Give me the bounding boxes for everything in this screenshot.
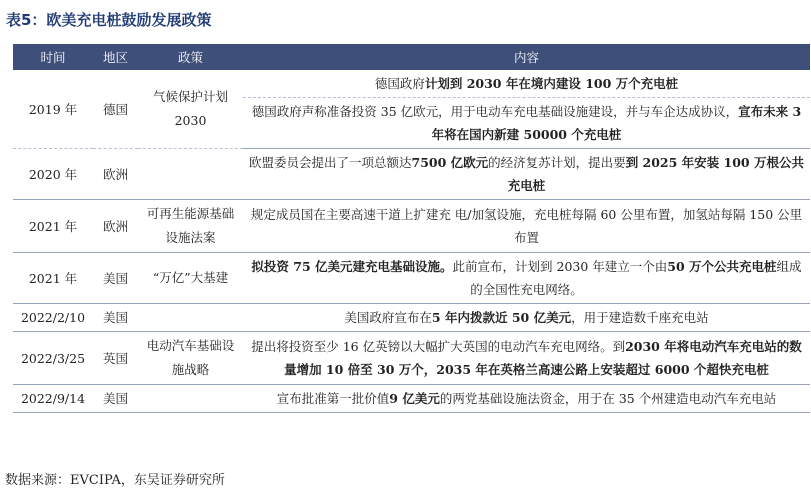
cell-content (243, 385, 810, 413)
cell-policy: 电动汽车基础设施战略 (138, 332, 243, 385)
content-text: 的两党基础设施法资金，用于在 35 个州建造电动汽车充电站 (439, 391, 777, 406)
content-bold-text: 50 万个公共充电桩 (667, 259, 777, 274)
content-text: 德国政府声称准备投资 35 亿欧元，用于电动车充电基础设施建设，并与车企达成协议， (251, 104, 739, 119)
table-header-row (13, 44, 810, 70)
cell-time: 2022/3/25 (13, 332, 93, 385)
cell-policy (138, 149, 243, 200)
content-text: 宣布批准第一批价值 (276, 391, 390, 406)
cell-time: 2022/9/14 (13, 385, 93, 413)
content-bold-text: 9 亿美元 (389, 391, 440, 406)
header-policy: 政策 (138, 44, 243, 70)
content-text: 提出将投资至少 16 亿英镑以大幅扩大英国的电动汽车充电网络。到 (251, 339, 626, 354)
source-note: 数据来源：EVCIPA，东吴证券研究所 (5, 473, 225, 488)
cell-time: 2021 年 (13, 200, 93, 253)
table-row (13, 149, 810, 200)
table-row (13, 253, 810, 304)
cell-region: 德国 (93, 70, 138, 149)
cell-policy: 可再生能源基础设施法案 (138, 200, 243, 253)
content-bold-text: 拟投资 75 亿美元建充电基础设施。 (251, 259, 453, 274)
table-title: 表5：欧美充电桩鼓励发展政策 (6, 11, 212, 29)
table-row (13, 70, 810, 98)
content-bold-text: 宣布未来 3 年将在国内新建 50000 个充电桩 (431, 104, 802, 142)
content-text: 美国政府宣布在 (344, 310, 432, 325)
header-region: 地区 (93, 44, 138, 70)
content-bold-text: 2030 年将电动汽车充电站的数量增加 10 倍至 30 万个，2035 年在英格兰高速公路上安装超过 6000 个超快充电桩 (284, 339, 802, 377)
cell-region: 美国 (93, 385, 138, 413)
cell-content (243, 149, 810, 200)
header-content: 内容 (243, 44, 810, 70)
cell-region: 欧洲 (93, 200, 138, 253)
content-bold-text: 到 2025 年安装 100 万根公共充电桩 (507, 155, 804, 193)
cell-policy: “万亿”大基建 (138, 253, 243, 304)
content-bold-text: 5 年内拨款近 50 亿美元 (431, 310, 572, 325)
content-text: 德国政府 (374, 76, 425, 91)
cell-content (243, 98, 810, 149)
cell-region: 美国 (93, 253, 138, 304)
content-text: 此前宣布，计划到 2030 年建立一个由 (452, 259, 668, 274)
cell-content (243, 253, 810, 304)
table-row (13, 304, 810, 332)
table-row (13, 332, 810, 385)
cell-time: 2021 年 (13, 253, 93, 304)
table-row (13, 200, 810, 253)
cell-policy (138, 304, 243, 332)
content-bold-text: 计划到 2030 年在境内建设 100 万个充电桩 (424, 76, 679, 91)
header-time: 时间 (13, 44, 93, 70)
cell-region: 欧洲 (93, 149, 138, 200)
content-text: 欧盟委员会提出了一项总额达 (249, 155, 412, 170)
cell-region: 英国 (93, 332, 138, 385)
cell-time: 2019 年 (13, 70, 93, 149)
cell-content (243, 70, 810, 98)
cell-content (243, 200, 810, 253)
content-text: 组成的全国性充电网络。 (470, 259, 802, 297)
content-text: 的经济复苏计划，提出要 (488, 155, 626, 170)
cell-region: 美国 (93, 304, 138, 332)
cell-content (243, 304, 810, 332)
cell-policy (138, 385, 243, 413)
policy-table (13, 44, 810, 413)
content-text: ，用于建造数千座充电站 (571, 310, 709, 325)
cell-time: 2022/2/10 (13, 304, 93, 332)
cell-time: 2020 年 (13, 149, 93, 200)
table-row (13, 385, 810, 413)
content-text: 规定成员国在主要高速干道上扩建充 电/加氢设施，充电桩每隔 60 公里布置，加氢站每隔 150 公里布置 (250, 207, 803, 245)
content-bold-text: 7500 亿欧元 (411, 155, 489, 170)
cell-policy: 气候保护计划 2030 (138, 70, 243, 149)
cell-content (243, 332, 810, 385)
